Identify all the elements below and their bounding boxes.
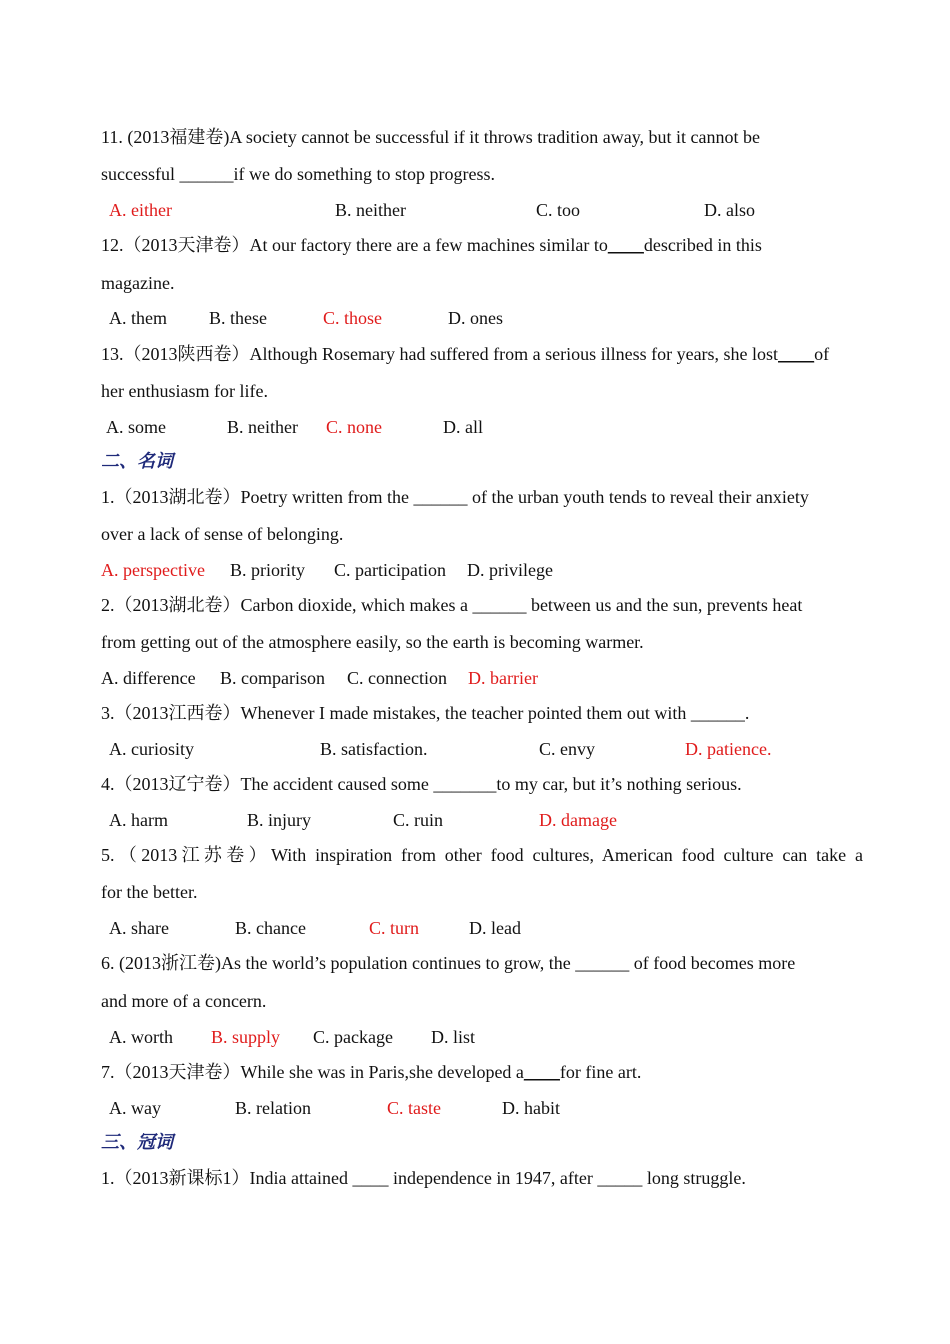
noun-question-6-option-d: D. list <box>431 1027 476 1047</box>
question-13-option-c: C. none <box>326 417 382 437</box>
question-12-text-post: described in this <box>643 235 762 255</box>
question-13-option-d: D. all <box>443 417 483 437</box>
question-13-blank: ____ <box>778 344 815 364</box>
noun-question-3-option-b: B. satisfaction. <box>320 739 428 759</box>
question-12-option-c: C. those <box>323 308 383 328</box>
noun-question-3-option-a: A. curiosity <box>109 739 194 759</box>
noun-question-1-line2: over a lack of sense of belonging. <box>101 524 344 544</box>
noun-question-1-option-d: D. privilege <box>467 560 553 580</box>
question-11-option-b: B. neither <box>335 200 406 220</box>
noun-question-7-option-d: D. habit <box>502 1098 560 1118</box>
question-12-option-a: A. them <box>109 308 167 328</box>
noun-question-2-option-c: C. connection <box>347 668 447 688</box>
noun-question-1-option-a: A. perspective <box>101 560 205 580</box>
question-11-option-d: D. also <box>704 200 755 220</box>
section-heading-articles: 三、冠词 <box>101 1132 173 1153</box>
noun-question-7-text-pre: 7.（2013天津卷）While she was in Paris,she developed a <box>101 1062 524 1082</box>
article-question-1-line1: 1.（2013新课标1）India attained ____ independence in 1947, after _____ long struggle. <box>101 1168 746 1188</box>
noun-question-4-option-c: C. ruin <box>393 810 444 830</box>
question-12-option-b: B. these <box>209 308 267 328</box>
noun-question-7-option-c: C. taste <box>387 1098 441 1118</box>
noun-question-6-option-b: B. supply <box>211 1027 281 1047</box>
noun-question-3-line1: 3.（2013江西卷）Whenever I made mistakes, the teacher pointed them out with ______. <box>101 703 750 723</box>
question-12-option-d: D. ones <box>448 308 503 328</box>
noun-question-5-option-d: D. lead <box>469 918 521 938</box>
noun-question-6-line1: 6. (2013浙江卷)As the world’s population continues to grow, the ______ of food becomes more <box>101 953 796 973</box>
noun-question-7-blank: ____ <box>523 1062 560 1082</box>
noun-question-5-option-a: A. share <box>109 918 169 938</box>
question-13-option-b: B. neither <box>227 417 298 437</box>
noun-question-2-option-b: B. comparison <box>220 668 325 688</box>
question-13-text-post: of <box>814 344 830 364</box>
question-13-line2: her enthusiasm for life. <box>101 381 268 401</box>
question-13-option-a: A. some <box>106 417 166 437</box>
noun-question-3-option-d: D. patience. <box>685 739 772 759</box>
question-11-line2: successful ______if we do something to stop progress. <box>101 164 495 184</box>
noun-question-5-line2: for the better. <box>101 882 198 902</box>
noun-question-1-option-b: B. priority <box>230 560 305 580</box>
question-12-blank: ____ <box>607 235 644 255</box>
noun-question-5-option-c: C. turn <box>369 918 420 938</box>
noun-question-6-option-a: A. worth <box>109 1027 173 1047</box>
question-11-option-c: C. too <box>536 200 581 220</box>
question-11-line1: 11. (2013福建卷)A society cannot be successful if it throws tradition away, but it cannot be <box>101 127 761 147</box>
question-13-line1 <box>101 342 829 366</box>
noun-question-4-option-a: A. harm <box>109 810 168 830</box>
question-12-line2: magazine. <box>101 273 175 293</box>
noun-question-2-line2: from getting out of the atmosphere easily, so the earth is becoming warmer. <box>101 632 644 652</box>
noun-question-5-option-b: B. chance <box>235 918 306 938</box>
noun-question-6-option-c: C. package <box>313 1027 393 1047</box>
question-11-option-a: A. either <box>109 200 172 220</box>
noun-question-3-option-c: C. envy <box>539 739 595 759</box>
noun-question-6-line2: and more of a concern. <box>101 991 267 1011</box>
question-13-text-pre: 13.（2013陕西卷）Although Rosemary had suffered from a serious illness for years, she lost <box>101 344 779 364</box>
section-heading-nouns: 二、名词 <box>101 451 173 472</box>
noun-question-2-option-a: A. difference <box>101 668 196 688</box>
noun-question-1-option-c: C. participation <box>334 560 446 580</box>
question-12-line1 <box>101 233 762 257</box>
noun-question-4-line1: 4.（2013辽宁卷）The accident caused some _______to my car, but it’s nothing serious. <box>101 774 742 794</box>
noun-question-5-line1: 5.（2013江苏卷）With inspiration from other food cultures, American food culture can take a <box>101 845 863 865</box>
noun-question-4-option-d: D. damage <box>539 810 617 830</box>
noun-question-4-option-b: B. injury <box>247 810 312 830</box>
noun-question-2-line1: 2.（2013湖北卷）Carbon dioxide, which makes a ______ between us and the sun, prevents heat <box>101 595 803 615</box>
noun-question-2-option-d: D. barrier <box>468 668 538 688</box>
noun-question-7-option-b: B. relation <box>235 1098 311 1118</box>
noun-question-7-text-post: for fine art. <box>559 1062 642 1082</box>
noun-question-1-line1: 1.（2013湖北卷）Poetry written from the ______ of the urban youth tends to reveal their anxiety <box>101 487 809 507</box>
question-12-text-pre: 12.（2013天津卷）At our factory there are a few machines similar to <box>101 235 608 255</box>
noun-question-7-option-a: A. way <box>109 1098 161 1118</box>
noun-question-7-line1 <box>101 1060 641 1084</box>
